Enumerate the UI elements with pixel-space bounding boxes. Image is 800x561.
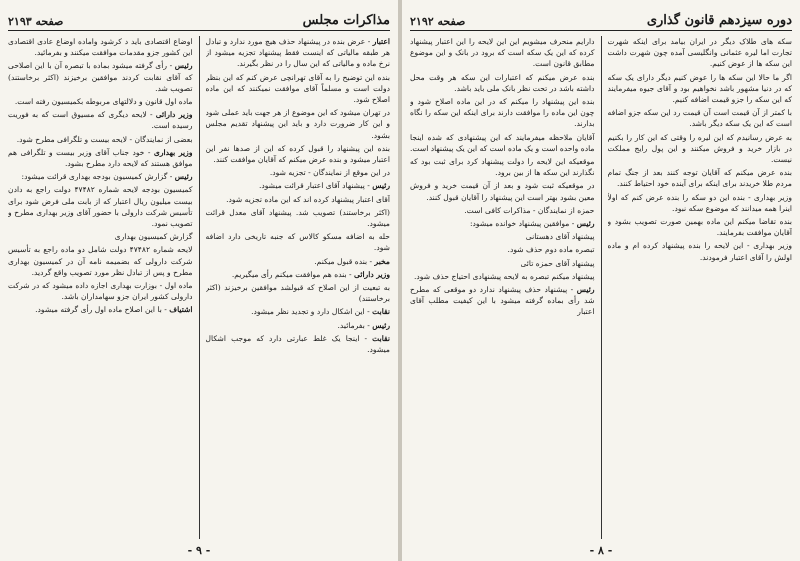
paragraph xyxy=(206,256,391,267)
paragraph xyxy=(608,167,793,189)
paragraph xyxy=(410,205,595,216)
paragraph xyxy=(410,271,595,282)
paragraph xyxy=(410,244,595,255)
paragraph xyxy=(410,96,595,130)
paragraph-text: گزارش کمیسیون بهداری xyxy=(114,232,193,242)
paragraph-text: - گزارش کمیسیون بودجه بهداری قرائت میشود: xyxy=(21,172,173,182)
paragraph-text: لایحه شماره ۴۷۴۸۲ دولت شامل دو ماده راجع به تأسیس شرکت دارولی که بضمیمه نامه آن در کمیسیون بهداری مطرح و پس از تبادل نظر مورد تصویب واقع گردید. xyxy=(8,245,193,277)
paragraph-text: وزیر بهداری - بنده این دو سکه را بنده عرض کنم که اولاً اینرا همه میدانند که موضوع سکه نبود. xyxy=(607,192,792,213)
speaker-name: رئیس xyxy=(372,181,390,191)
paragraph-text: بنده این پیشنهاد را میکنم که در این ماده اصلاح شود و چون این ماده را موافقت دارند برای اینکه این سکه را نگاه بدارند. xyxy=(410,97,595,129)
paragraph xyxy=(410,258,595,269)
paragraph-text: - بفرمائید. xyxy=(337,320,370,330)
paragraph xyxy=(8,280,193,302)
paragraph-text: - خود جناب آقای وزیر بیست و تلگرافی هم موافق هستند که لایحه دارد مطرح بشود. xyxy=(8,147,193,169)
paragraph-text: اوضاع اقتصادی باید د کرشود واماده اوضاع عادی اقتصادی این کشور جزو مقدمات موافقت میکنند و بفرمائید. xyxy=(8,37,193,58)
paragraph-text: به عرض رسانیدم که این لیره را وقتی که این کار را بکنیم در بازار خرید و فروش میکنند و این پول رایج مملکت نیست. xyxy=(607,132,792,165)
column-left xyxy=(8,36,193,539)
speaker-name: وزیر دارائی xyxy=(354,269,390,279)
paragraph xyxy=(608,240,793,262)
paragraph xyxy=(206,143,391,165)
page-footer-number: - ۸ - xyxy=(589,544,613,557)
paragraph-text: بنده عرض میکنم که اعتبارات این سکه هر وقت محل داشته باشد در تحت نظر بانک ملی باید باشد. xyxy=(410,72,595,93)
paragraph-text: در تهران میشود که این موضوع از هر جهت باید عملی شود و این کار ضرورت دارد و باید این پیشنهاد تقدیم مجلس بشود. xyxy=(205,108,390,140)
paragraph-text: در موقعیکه ثبت شود و بعد از آن قیمت خرید و فروش معین بشود بهتر است این پیشنهاد را آقایان قبول کنند. xyxy=(410,181,595,202)
paragraph xyxy=(206,207,391,229)
column-divider xyxy=(199,36,200,539)
paragraph xyxy=(206,333,391,355)
paragraph-text: - بنده هم موافقت میکنم رأی میگیریم. xyxy=(231,269,352,279)
paragraph xyxy=(410,36,595,70)
paragraph xyxy=(608,192,793,214)
paragraph xyxy=(206,231,391,253)
column-divider xyxy=(601,36,602,539)
left-page xyxy=(0,0,398,561)
paragraph-text: بنده این پیشنهاد را قبول کرده که این از صدها نفر این اعتبار میشود و بنده عرض میکنم که آقایان موافقت کنند. xyxy=(205,143,390,165)
paragraph-text: حمزه از نمایندگان - مذاکرات کافی است. xyxy=(464,205,595,215)
paragraph-text: در این موقع از نمایندگان - تجزیه شود. xyxy=(269,168,390,178)
paragraph-text: - لایحه دیگری که مسیوق است که به فوریت رسیده است. xyxy=(8,110,193,131)
paragraph xyxy=(206,282,391,304)
paragraph-text: (اکثر برخاستند) تصویب شد. پیشنهاد آقای معدل قرائت میشود. xyxy=(205,207,390,229)
speaker-name: مخبر xyxy=(374,256,390,266)
speaker-name: رئیس xyxy=(372,320,390,330)
paragraph xyxy=(8,171,193,182)
paragraph xyxy=(8,231,193,242)
speaker-name: وزیر دارائی xyxy=(155,110,193,120)
paragraph xyxy=(410,72,595,94)
column-left xyxy=(410,36,595,539)
speaker-name: رئیس xyxy=(576,285,595,295)
header-page-number: صفحه ۲۱۹۲ xyxy=(410,15,466,28)
header-divider xyxy=(8,30,390,31)
column-right xyxy=(608,36,793,539)
speaker-name: نقابت xyxy=(372,333,390,343)
paragraph-text: پیشنهاد میکنم تبصره به لایحه پیشنهادی احتیاج حذف شود. xyxy=(414,271,595,281)
paragraph-text: - پیشنهاد آقای اعتبار قرائت میشود. xyxy=(258,181,370,191)
paragraph-text: آقای اعتبار پیشنهاد کرده اند که این ماده تجزیه شود. xyxy=(226,194,390,204)
speaker-name: اعتبار xyxy=(372,37,390,46)
paragraph xyxy=(206,107,391,141)
speaker-name: رئیس xyxy=(576,219,595,229)
right-page xyxy=(402,0,800,561)
speaker-name: اشتیاف xyxy=(169,305,193,315)
paragraph xyxy=(410,132,595,154)
paragraph-text: بنده این توضیح را به آقای تهرانچی عرض کنم که این بنظر دولت است و مسلماً آقای موافقت نمیکنند که این ماده اصلاح شود. xyxy=(205,72,390,105)
page-header xyxy=(410,4,792,28)
paragraph-text: آقایان ملاحظه میفرمایند که این پیشنهادی که شده اینجا ماده واحده است و یک ماده است که این یک پیشنهاد است. xyxy=(410,132,595,153)
paragraph-text: - عرض بنده در پیشنهاد حذف هیچ مورد ندارد و تبادل هر طبقه مالیاتی که اینست فقط پیشنهاد تجزیه میشود از نرخ ماده و مالیاتی که این سال را در نظر بگیرند. xyxy=(205,37,390,69)
paragraph-text: بنده عرض میکنم که آقایان توجه کنند بعد از جنگ تمام مردم طلا خریدند برای اینکه برای آینده خود احتیاط کنند. xyxy=(607,168,792,189)
paragraph xyxy=(206,269,391,280)
paragraph-text: با کمتر از آن قیمت است آن قیمت رد این سکه جزو اضافه است که این یک سکه دیگر باشد. xyxy=(607,108,792,129)
header-title: مذاکرات مجلس xyxy=(302,13,390,28)
paragraph xyxy=(8,147,193,169)
paragraph-text: پیشنهاد آقای دهستانی xyxy=(525,232,595,242)
speaker-name: رئیس xyxy=(174,61,193,71)
paragraph xyxy=(206,167,391,178)
paragraph xyxy=(206,320,391,331)
paragraph xyxy=(410,231,595,242)
paragraph-text: - این اشکال دارد و تجدید نظر میشود. xyxy=(251,307,370,317)
paragraph-text: پیشنهاد آقای حمزه تائی xyxy=(520,258,595,268)
paragraph-text: ماده اول قانون و دلالتهای مربوطه بکمیسیون رفته است. xyxy=(14,97,193,107)
speaker-name: وزیر بهداری xyxy=(153,147,193,157)
paragraph xyxy=(608,36,793,70)
paragraph xyxy=(608,107,793,129)
paragraph xyxy=(206,72,391,106)
paragraph xyxy=(8,134,193,145)
paragraph-text: موقعیکه این لایحه را دولت پیشنهاد کرد برای ثبت بود که نگذارند این سکه ها از بین برود. xyxy=(410,157,595,178)
paragraph xyxy=(410,218,595,229)
paragraph xyxy=(608,216,793,238)
paragraph-text: وزیر بهداری - این لایحه را بنده پیشنهاد کرده ام و ماده اولش را آقای اعتبار فرمودند. xyxy=(607,241,792,262)
paragraph xyxy=(410,156,595,178)
paragraph xyxy=(8,96,193,107)
paragraph xyxy=(8,109,193,131)
header-title: دوره سیزدهم قانون گذاری xyxy=(646,13,792,28)
paragraph xyxy=(410,284,595,318)
paragraph-text: حله به اضافه مسکو کالاس که جنبه تاریخی دارد اضافه شود. xyxy=(205,232,390,253)
paragraph xyxy=(608,72,793,106)
paragraph xyxy=(8,184,193,229)
paragraph xyxy=(410,180,595,202)
paragraph xyxy=(8,60,193,94)
speaker-name: نقابت xyxy=(372,307,390,317)
paragraph-text: - موافقین پیشنهاد خوانده میشود: xyxy=(469,219,575,229)
paragraph-text: سکه های طلاک دیگر در ایران بیامد برای اینکه شهرت تجارت اما لیره عثمانی وانگلیسی آمده چون شهرت داشت این سکه ها از عوض کنیم. xyxy=(607,37,792,69)
paragraph-text: به تبعیت از این اصلاح که قبولشد موافقین برخیزند (اکثر برخاستند) xyxy=(205,283,390,304)
paragraph-text: تبصره ماده دوم حذف شود. xyxy=(507,245,595,255)
paragraph xyxy=(608,132,793,166)
paragraph-text: بعضی از نمایندگان - لایحه بیست و تلگرافی مطرح شود. xyxy=(16,134,193,144)
text-columns xyxy=(410,36,792,539)
text-columns xyxy=(8,36,390,539)
paragraph-text: - اینجا یک غلط عبارتی دارد که موجب اشکال میشود. xyxy=(205,333,390,355)
speaker-name: رئیس xyxy=(174,172,193,182)
header-page-number: صفحه ۲۱۹۳ xyxy=(8,15,64,28)
column-right xyxy=(206,36,391,539)
page-header xyxy=(8,4,390,28)
paragraph-text: بنده تقاضا میکنم این ماده بهمین صورت تصویب بشود و آقایان موافقت بفرمایند. xyxy=(607,217,792,238)
paragraph-text: - بنده قبول میکنم. xyxy=(314,256,373,266)
paragraph xyxy=(206,194,391,205)
paragraph-text: - رأی گرفته میشود بماده با تبصره آن با این اصلاحی که آقای نقابت کردند موافقین برخیزند (اکثر برخاستند) تصویب شد. xyxy=(8,61,193,93)
paragraph xyxy=(206,306,391,317)
paragraph-text: ماده اول - بوزارت بهداری اجازه داده میشود که در شرکت دارولی کشور ایران جزو سهامداران باشد. xyxy=(8,281,193,302)
paragraph xyxy=(8,244,193,278)
paragraph xyxy=(206,180,391,191)
paragraph-text: - پیشنهاد حذف پیشنهاد ندارد دو موقعی که مطرح شد رأی بماده گرفته میشود با این کیفیت مطلب آقای اعتبار xyxy=(410,285,595,317)
header-divider xyxy=(410,30,792,31)
paragraph xyxy=(206,36,391,70)
paragraph-text: - با این اصلاح ماده اول رأی گرفته میشود. xyxy=(35,305,167,315)
paragraph xyxy=(8,36,193,58)
paragraph-text: دارایم منحرف میشویم این این لایحه را این اعتبار پیشنهاد کرده که این یک سکه است که برود در بانک و این موضوع مطابق قانون است. xyxy=(410,37,595,69)
paragraph xyxy=(8,304,193,315)
paragraph-text: اگر ما حالا این سکه ها را عوض کنیم دیگر دارای یک سکه که در دنیا مشهور باشد نخواهیم بود و آقای جیوه میفرمایند که این سکه را جزو قیمت اضافه کنیم. xyxy=(607,72,792,105)
page-footer-number: - ۹ - xyxy=(187,544,211,557)
paragraph-text: کمیسیون بودجه لایحه شماره ۴۷۴۸۲ دولت راجع به دادن بیست میلیون ریال اعتبار که از بابت ملی فرض شود برای تأسیس شرکت دارولی با حضور آقای وزیر بهداری مطرح و تصویب نمود. xyxy=(8,185,193,229)
